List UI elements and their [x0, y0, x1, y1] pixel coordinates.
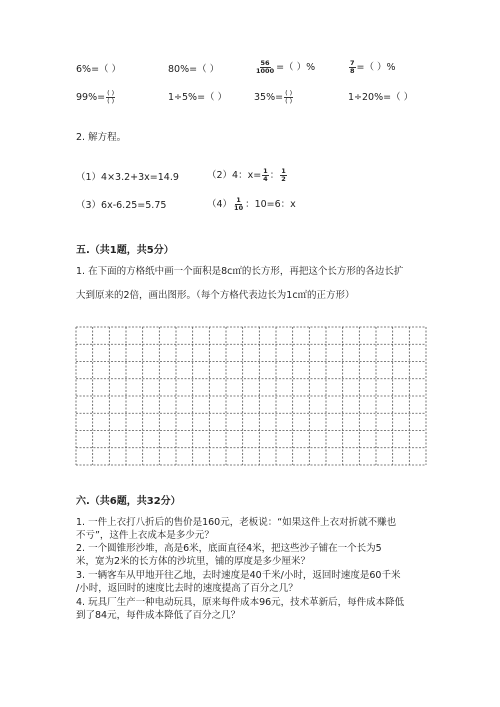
calc-r1c4: $\frac{7}{8}$ =（ ）% — [350, 59, 396, 75]
section5-heading: 五.（共1题，共5分） — [76, 245, 174, 256]
section5-text-line1: 1. 在下面的方格纸中画一个面积是8c㎡的长方形，再把这个长方形的各边长扩 — [76, 266, 404, 277]
calc-r2c1: 99%= $\frac{( )}{( )}$ — [76, 89, 115, 105]
question-3-line1: 3. 一辆客车从甲地开往乙地，去时速度是40千米/小时，返回时速度是60千米 — [76, 570, 401, 581]
calc-r2c3: 35%= $\frac{( )}{( )}$ — [254, 89, 293, 105]
fraction: $\frac{1}{4}$ — [263, 167, 268, 183]
calc-r2c4: 1÷20%=（ ） — [348, 92, 414, 103]
equation-3: （3）6x-6.25=5.75 — [76, 200, 167, 211]
grid-paper[interactable] — [75, 326, 427, 470]
question-3-line2: /小时，返回时的速度比去时的速度提高了百分之几？ — [76, 583, 298, 594]
calc-r1c3: $\frac{56}{1000}$ =（ ）% — [256, 59, 316, 75]
section2-title: 2. 解方程。 — [76, 132, 127, 143]
fraction: $\frac{1}{2}$ — [281, 167, 286, 183]
fraction: $\frac{1}{10}$ — [234, 196, 244, 212]
section5-text-line2: 大到原来的2倍，画出图形。（每个方格代表边长为1c㎡的正方形） — [76, 290, 355, 301]
question-4-line1: 4. 玩具厂生产一种电动玩具，原来每件成本96元，技术革新后，每件成本降低 — [76, 597, 405, 608]
question-4-line2: 到了84元，每件成本降低了百分之几？ — [76, 610, 241, 621]
equation-1: （1）4×3.2+3x=14.9 — [76, 172, 179, 183]
question-2-line1: 2. 一个圆锥形沙堆，高是6米，底面直径4米，把这些沙子铺在一个长为5 — [76, 543, 382, 554]
question-2-line2: 米，宽为2米的长方体的沙坑里，铺的厚度是多少厘米？ — [76, 556, 311, 567]
question-1-line2: 不亏”，这件上衣成本是多少元？ — [76, 530, 214, 541]
fraction: $\frac{( )}{( )}$ — [285, 89, 293, 105]
calc-r2c2: 1÷5%=（ ） — [168, 92, 228, 103]
question-1-line1: 1. 一件上衣打八折后的售价是160元，老板说：“如果这件上衣对折就不赚也 — [76, 517, 397, 528]
equation-4: （4） $\frac{1}{10}$ ：10=6：x — [207, 196, 296, 212]
fraction: $\frac{( )}{( )}$ — [107, 89, 115, 105]
calc-r1c2: 80%=（ ） — [168, 64, 220, 75]
fraction: $\frac{7}{8}$ — [350, 59, 355, 75]
calc-r1c1: 6%=（ ） — [76, 64, 122, 75]
equation-2: （2）4：x= $\frac{1}{4}$ ： $\frac{1}{2}$ — [207, 167, 286, 183]
section6-heading: 六.（共6题，共32分） — [76, 496, 181, 507]
fraction: $\frac{56}{1000}$ — [256, 59, 275, 75]
